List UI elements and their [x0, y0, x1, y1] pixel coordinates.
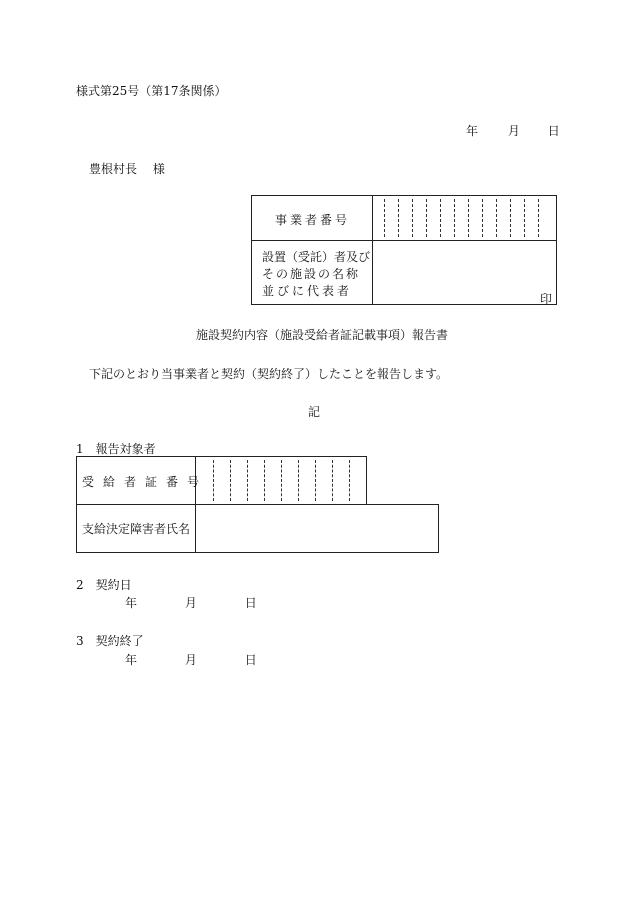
operator-name-field[interactable] — [373, 241, 556, 304]
digit-separator — [468, 199, 469, 237]
digit-separator — [247, 460, 248, 501]
digit-separator — [524, 199, 525, 237]
digit-separator — [281, 460, 282, 501]
document-title: 施設契約内容（施設受給者証記載事項）報告書 — [196, 328, 449, 342]
date-month: 月 — [507, 124, 520, 138]
form-number: 様式第25号（第17条関係） — [76, 84, 227, 98]
operator-name-line-1: 設置（受託）者及び — [262, 250, 371, 264]
ki-label: 記 — [308, 405, 321, 419]
digit-separator — [230, 460, 231, 501]
intro-text: 下記のとおり当事業者と契約（契約終了）したことを報告します。 — [89, 367, 449, 381]
operator-name-line-3: 並びに代表者 — [262, 284, 353, 298]
contract-end-day: 日 — [244, 653, 257, 667]
contract-month: 月 — [184, 596, 197, 610]
contract-day: 日 — [244, 596, 257, 610]
recipient-name: 豊根村長 — [89, 162, 138, 176]
date-year: 年 — [466, 124, 479, 138]
digit-separator — [440, 199, 441, 237]
operator-name-label — [262, 249, 370, 300]
contract-date — [125, 594, 257, 611]
digit-separator — [482, 199, 483, 237]
section2-heading: 2 契約日 — [76, 578, 132, 592]
digit-separator — [213, 460, 214, 501]
section1-heading: 1 報告対象者 — [76, 442, 156, 456]
seal-mark: 印 — [540, 292, 553, 306]
recipient-cert-boxes[interactable] — [196, 457, 366, 504]
disabled-person-name-label: 支給決定障害者氏名 — [82, 522, 191, 536]
date-day: 日 — [547, 124, 560, 138]
contract-end-date — [125, 651, 257, 668]
digit-separator — [298, 460, 299, 501]
section3-heading: 3 契約終了 — [76, 634, 144, 648]
digit-separator — [412, 199, 413, 237]
digit-separator — [349, 460, 350, 501]
digit-separator — [454, 199, 455, 237]
digit-separator — [332, 460, 333, 501]
digit-separator — [384, 199, 385, 237]
disabled-person-name-field[interactable] — [196, 505, 438, 552]
operator-name-line-2: その施設の名称 — [262, 267, 361, 281]
digit-separator — [426, 199, 427, 237]
digit-separator — [510, 199, 511, 237]
operator-number-label: 事業者番号 — [275, 213, 351, 227]
recipient-suffix: 様 — [152, 162, 165, 176]
contract-end-year: 年 — [125, 653, 138, 667]
recipient-cert-label: 受給者証番号 — [82, 475, 209, 489]
contract-year: 年 — [125, 596, 138, 610]
digit-separator — [538, 199, 539, 237]
contract-end-month: 月 — [184, 653, 197, 667]
date-line — [466, 122, 560, 139]
operator-number-boxes[interactable] — [372, 196, 556, 240]
digit-separator — [398, 199, 399, 237]
digit-separator — [315, 460, 316, 501]
digit-separator — [264, 460, 265, 501]
digit-separator — [496, 199, 497, 237]
recipient-line — [89, 160, 165, 177]
